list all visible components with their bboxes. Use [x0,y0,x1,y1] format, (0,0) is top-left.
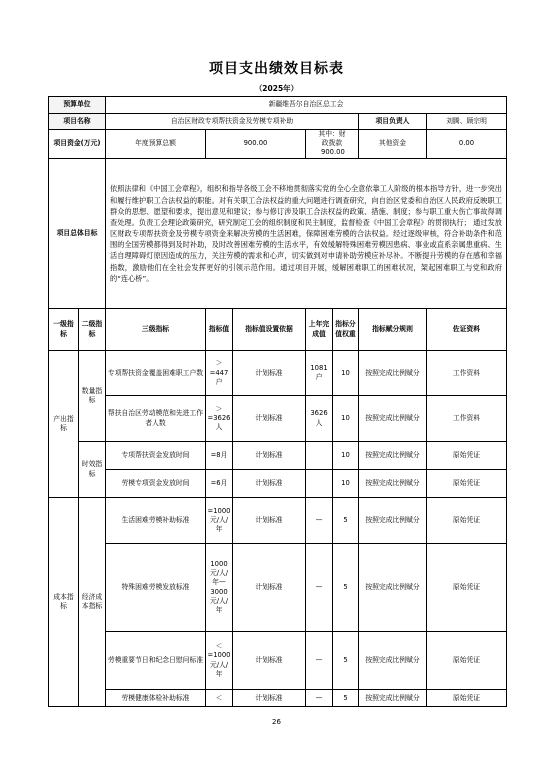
indicator-prev: — [306,632,333,690]
indicator-name: 专项帮扶资金覆盖困难职工户数 [106,351,206,396]
goal-text: 依照法律和《中国工会章程》，组织和指导各级工会不移地贯彻落实党的全心全意依靠工人阶级的根本指导方针，进一步突出和履行维护职工合法权益的职能。对有关职工合法权益的重大问题进行调查研究，向自治区党委和自治区人民政府反映职工群众的思想、愿望和要求，提出意见和建议；参与修订涉及职工合法权益的政策、措施、制度；参与职工重大伤亡事故得调查处理。负责工会理论政策研究，研究制定工会的组织制度和民主制度，监督检查《中国工会章程》的贯彻执行； 通过发放区财政专项帮扶资金及劳模专项资金来解决劳模的生活困难，保障困难劳模的合法权益。经过逐级审核，符合补助条件和范围的全国劳模都得到及时补助，及时改善困难劳模的生活水平，有效缓解特殊困难劳模因患病、事业或直系亲属患重病、生活自理障碍灯原因造成的压力，关注劳模的需求和心声，切实做到对申请补助劳模应补尽补。不断提升劳模的存在感和幸福指数，激励他们在全社会发挥更好的引领示范作用。通过项目开展，缓解困难职工的困难状况，架起困难职工与党和政府的“连心桥”。 [106,159,507,309]
indicator-prev: — [306,690,333,707]
indicator-basis: 计划标准 [233,498,306,544]
indicator-weight: 10 [333,396,359,442]
indicator-prev [306,442,333,470]
indicator-value: =1000元/人/年 [206,498,233,544]
indicator-weight: 5 [333,632,359,690]
leader-label: 项目负责人 [359,114,427,130]
indicator-weight: 5 [333,544,359,632]
indicator-evidence: 原始凭证 [427,442,507,470]
header-level3: 三级指标 [106,309,206,351]
indicator-prev: — [306,544,333,632]
page-title: 项目支出绩效目标表 [209,61,344,77]
indicator-rule: 按照完成比例赋分 [359,632,427,690]
indicator-rule: 按照完成比例赋分 [359,498,427,544]
indicator-weight: 10 [333,442,359,470]
row-unit [49,97,507,114]
indicator-prev: 1081户 [306,351,333,396]
table-row [49,351,507,396]
header-level1: 一级指标 [49,309,79,351]
table-row [49,470,507,498]
indicator-prev: — [306,498,333,544]
fiscal-label [306,130,359,159]
other-label: 其他资金 [359,130,427,159]
group-cost: 成本指标 [49,498,79,707]
indicator-rule: 按照完成比例赋分 [359,544,427,632]
indicator-value: ＞=3626人 [206,396,233,442]
leader-value: 刘腾、顾宗明 [427,114,507,130]
name-label: 项目名称 [49,114,106,130]
indicator-value: ＜ [206,690,233,707]
group-quantity: 数量指标 [79,351,106,442]
indicator-evidence: 原始凭证 [427,498,507,544]
group-econ-cost: 经济成本指标 [79,498,106,707]
header-value: 指标值 [206,309,233,351]
performance-table [48,96,507,707]
header-level2: 二级指标 [79,309,106,351]
annual-label: 年度预算总额 [106,130,206,159]
group-output: 产出指标 [49,351,79,498]
name-value: 自治区财政专项帮扶资金及劳模专项补助 [106,114,359,130]
indicator-basis: 计划标准 [233,351,306,396]
indicator-weight: 5 [333,498,359,544]
indicator-evidence: 工作资料 [427,396,507,442]
row-name [49,114,507,130]
table-row [49,442,507,470]
unit-value: 新疆维吾尔自治区总工会 [106,97,507,114]
indicator-name: 专项帮扶资金发放时间 [106,442,206,470]
indicator-evidence: 原始凭证 [427,544,507,632]
indicator-name: 帮扶自治区劳动模范和先进工作者人数 [106,396,206,442]
indicator-evidence: 原始凭证 [427,690,507,707]
header-basis: 指标值设置依据 [233,309,306,351]
table-row [49,396,507,442]
indicator-value: ＜=1000元/人/年 [206,632,233,690]
unit-label: 预算单位 [49,97,106,114]
indicator-basis: 计划标准 [233,632,306,690]
indicator-value: =8月 [206,442,233,470]
indicator-basis: 计划标准 [233,396,306,442]
header-weight: 指标分值权重 [333,309,359,351]
page-number: 26 [272,718,281,726]
indicator-evidence: 原始凭证 [427,632,507,690]
other-value: 0.00 [427,130,507,159]
indicator-prev [306,470,333,498]
annual-value: 900.00 [206,130,306,159]
indicator-rule: 按照完成比例赋分 [359,396,427,442]
goal-label: 项目总体目标 [49,159,106,309]
indicator-basis: 计划标准 [233,544,306,632]
indicator-basis: 计划标准 [233,690,306,707]
header-prev: 上年完成值 [306,309,333,351]
fiscal-value-display: 900.00 [321,148,345,157]
table-row [49,690,507,707]
indicator-rule: 按照完成比例赋分 [359,351,427,396]
indicator-weight: 10 [333,351,359,396]
table-row [49,632,507,690]
indicator-name: 生活困难劳模补助标准 [106,498,206,544]
indicator-name: 劳模重要节日和纪念日慰问标准 [106,632,206,690]
fiscal-label-text: 其中：财政拨款 [318,130,346,148]
indicator-basis: 计划标准 [233,442,306,470]
indicator-rule: 按照完成比例赋分 [359,690,427,707]
indicator-value: ＞=447户 [206,351,233,396]
row-goal [49,159,507,309]
indicator-basis: 计划标准 [233,470,306,498]
indicator-value: 1000元/人/年—3000元/人/年 [206,544,233,632]
group-timeliness: 时效指标 [79,442,106,498]
table-row [49,498,507,544]
header-rule: 指标赋分规则 [359,309,427,351]
header-row [49,309,507,351]
header-evidence: 佐证资料 [427,309,507,351]
indicator-weight: 5 [333,690,359,707]
indicator-value: =6月 [206,470,233,498]
indicator-evidence: 原始凭证 [427,470,507,498]
indicator-prev: 3626人 [306,396,333,442]
indicator-rule: 按照完成比例赋分 [359,470,427,498]
indicator-name: 劳模健康体检补助标准 [106,690,206,707]
indicator-name: 劳模专项资金发放时间 [106,470,206,498]
indicator-weight: 10 [333,470,359,498]
table-row [49,544,507,632]
indicator-rule: 按照完成比例赋分 [359,442,427,470]
fund-label: 项目资金(万元) [49,130,106,159]
row-fund [49,130,507,159]
indicator-name: 特殊困难劳模发放标准 [106,544,206,632]
year-label: （2025年） [254,84,299,93]
indicator-evidence: 工作资料 [427,351,507,396]
